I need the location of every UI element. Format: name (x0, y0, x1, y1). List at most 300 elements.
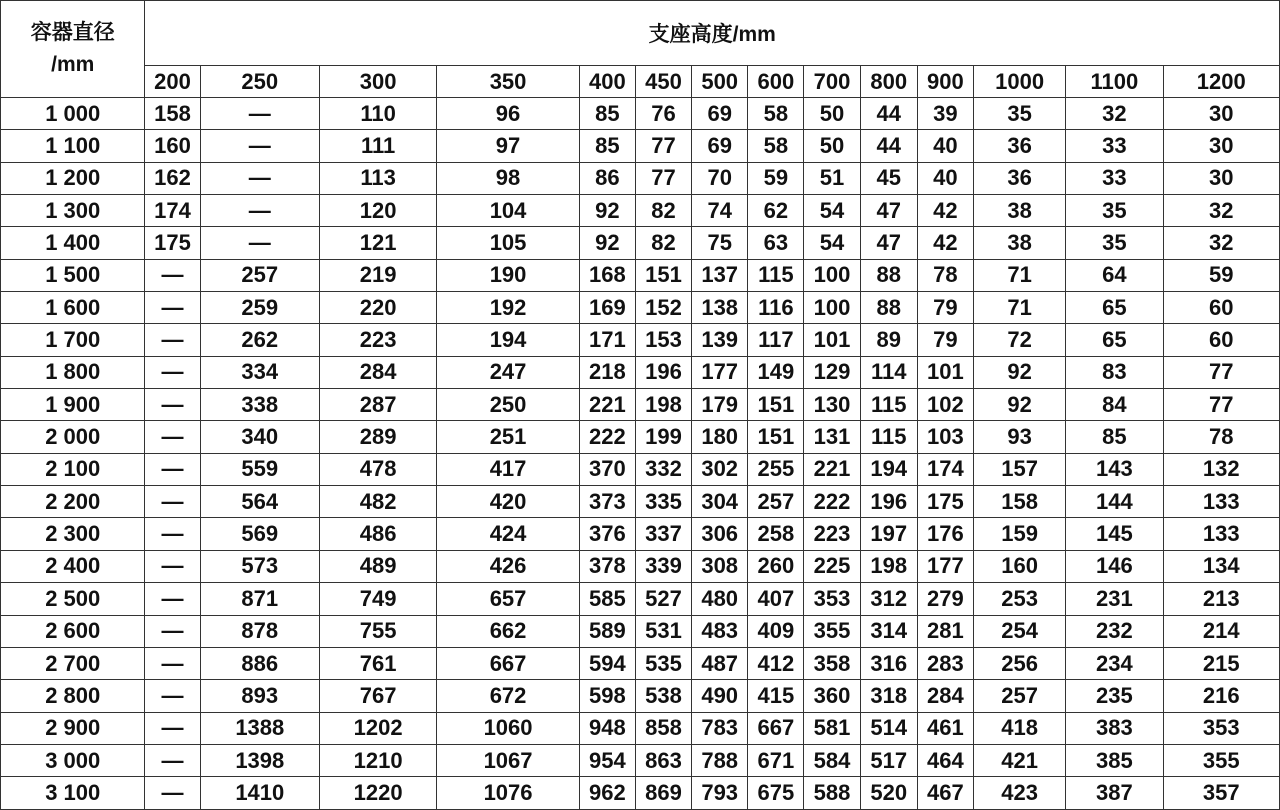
table-row (1, 356, 1280, 388)
table-cell: — (145, 421, 200, 453)
column-header-1200: 1200 (1163, 66, 1279, 98)
table-row (1, 162, 1280, 194)
table-cell: 535 (635, 647, 691, 679)
table-cell: 97 (437, 130, 579, 162)
table-cell: — (145, 292, 200, 324)
table-cell: 32 (1163, 227, 1279, 259)
row-diameter-cell: 1 700 (1, 324, 145, 356)
table-cell: — (200, 195, 319, 227)
column-header-1100: 1100 (1066, 66, 1163, 98)
table-cell: 962 (579, 777, 635, 809)
table-cell: — (145, 680, 200, 712)
table-cell: 1220 (319, 777, 436, 809)
table-cell: 223 (319, 324, 436, 356)
table-cell: 117 (748, 324, 804, 356)
table-cell: 120 (319, 195, 436, 227)
table-cell: 234 (1066, 647, 1163, 679)
table-cell: 199 (635, 421, 691, 453)
table-cell: 573 (200, 550, 319, 582)
table-cell: 64 (1066, 259, 1163, 291)
table-cell: 137 (692, 259, 748, 291)
row-diameter-cell: 2 300 (1, 518, 145, 550)
table-cell: 77 (635, 130, 691, 162)
table-cell: 259 (200, 292, 319, 324)
table-cell: 675 (748, 777, 804, 809)
table-cell: 192 (437, 292, 579, 324)
table-cell: 133 (1163, 486, 1279, 518)
table-cell: 47 (860, 195, 917, 227)
table-row (1, 195, 1280, 227)
table-cell: 262 (200, 324, 319, 356)
table-cell: 657 (437, 583, 579, 615)
table-cell: 383 (1066, 712, 1163, 744)
table-cell: 221 (804, 453, 860, 485)
table-cell: 30 (1163, 98, 1279, 130)
table-row (1, 259, 1280, 291)
table-cell: 373 (579, 486, 635, 518)
table-cell: 222 (579, 421, 635, 453)
table-cell: 407 (748, 583, 804, 615)
table-cell: 871 (200, 583, 319, 615)
table-cell: 302 (692, 453, 748, 485)
table-cell: 279 (917, 583, 973, 615)
table-cell: 196 (635, 356, 691, 388)
table-cell: 39 (917, 98, 973, 130)
table-cell: 38 (973, 195, 1065, 227)
table-cell: — (145, 324, 200, 356)
table-cell: 420 (437, 486, 579, 518)
table-cell: 59 (1163, 259, 1279, 291)
table-cell: 287 (319, 389, 436, 421)
column-header-600: 600 (748, 66, 804, 98)
table-cell: 77 (635, 162, 691, 194)
column-header-800: 800 (860, 66, 917, 98)
table-cell: 289 (319, 421, 436, 453)
table-cell: 139 (692, 324, 748, 356)
table-cell: 378 (579, 550, 635, 582)
row-diameter-cell: 1 600 (1, 292, 145, 324)
table-cell: 92 (579, 227, 635, 259)
table-cell: 85 (579, 98, 635, 130)
table-cell: 517 (860, 744, 917, 776)
table-cell: 36 (973, 162, 1065, 194)
table-row (1, 421, 1280, 453)
table-cell: 886 (200, 647, 319, 679)
table-row (1, 680, 1280, 712)
table-cell: 85 (579, 130, 635, 162)
table-row (1, 712, 1280, 744)
table-cell: 175 (917, 486, 973, 518)
table-cell: 102 (917, 389, 973, 421)
table-cell: — (145, 583, 200, 615)
table-cell: 340 (200, 421, 319, 453)
table-cell: 146 (1066, 550, 1163, 582)
table-cell: — (200, 130, 319, 162)
table-cell: 223 (804, 518, 860, 550)
table-cell: 179 (692, 389, 748, 421)
table-cell: 257 (748, 486, 804, 518)
table-cell: 304 (692, 486, 748, 518)
table-cell: 100 (804, 259, 860, 291)
table-cell: 316 (860, 647, 917, 679)
table-cell: 338 (200, 389, 319, 421)
table-cell: 42 (917, 227, 973, 259)
table-cell: 74 (692, 195, 748, 227)
table-cell: 215 (1163, 647, 1279, 679)
table-cell: 35 (1066, 227, 1163, 259)
table-cell: 35 (1066, 195, 1163, 227)
table-cell: 412 (748, 647, 804, 679)
table-cell: 33 (1066, 130, 1163, 162)
table-cell: 79 (917, 292, 973, 324)
table-cell: 115 (860, 421, 917, 453)
table-cell: 672 (437, 680, 579, 712)
table-cell: 358 (804, 647, 860, 679)
table-cell: 360 (804, 680, 860, 712)
column-header-200: 200 (145, 66, 200, 98)
row-diameter-cell: 2 700 (1, 647, 145, 679)
vessel-diameter-unit: /mm (51, 53, 95, 76)
table-cell: 598 (579, 680, 635, 712)
vessel-diameter-label: 容器直径 (30, 21, 115, 44)
table-row (1, 777, 1280, 809)
table-cell: 44 (860, 130, 917, 162)
table-cell: 77 (1163, 356, 1279, 388)
table-cell: 255 (748, 453, 804, 485)
table-cell: 89 (860, 324, 917, 356)
table-cell: 101 (917, 356, 973, 388)
table-cell: 174 (917, 453, 973, 485)
table-row (1, 227, 1280, 259)
table-cell: 948 (579, 712, 635, 744)
table-cell: 32 (1163, 195, 1279, 227)
row-diameter-cell: 1 500 (1, 259, 145, 291)
table-cell: 152 (635, 292, 691, 324)
table-cell: 63 (748, 227, 804, 259)
vessel-diameter-header (1, 1, 145, 98)
table-row (1, 518, 1280, 550)
row-diameter-cell: 3 000 (1, 744, 145, 776)
table-cell: 198 (860, 550, 917, 582)
table-cell: 584 (804, 744, 860, 776)
table-cell: 869 (635, 777, 691, 809)
table-cell: 222 (804, 486, 860, 518)
table-row (1, 98, 1280, 130)
table-cell: 93 (973, 421, 1065, 453)
table-cell: 70 (692, 162, 748, 194)
table-cell: 353 (1163, 712, 1279, 744)
table-cell: 284 (319, 356, 436, 388)
column-header-350: 350 (437, 66, 579, 98)
table-row (1, 550, 1280, 582)
table-cell: 151 (635, 259, 691, 291)
table-cell: 115 (748, 259, 804, 291)
table-cell: 158 (973, 486, 1065, 518)
column-header-row (1, 66, 1280, 98)
table-cell: 788 (692, 744, 748, 776)
table-cell: — (145, 356, 200, 388)
table-cell: 355 (804, 615, 860, 647)
table-cell: 85 (1066, 421, 1163, 453)
table-cell: 143 (1066, 453, 1163, 485)
row-diameter-cell: 2 000 (1, 421, 145, 453)
table-cell: 83 (1066, 356, 1163, 388)
table-cell: 88 (860, 259, 917, 291)
table-cell: 467 (917, 777, 973, 809)
table-cell: 370 (579, 453, 635, 485)
table-cell: 103 (917, 421, 973, 453)
table-cell: — (145, 777, 200, 809)
table-cell: 314 (860, 615, 917, 647)
table-cell: — (145, 453, 200, 485)
table-cell: 480 (692, 583, 748, 615)
table-cell: 225 (804, 550, 860, 582)
table-cell: — (200, 227, 319, 259)
table-cell: 114 (860, 356, 917, 388)
table-cell: 158 (145, 98, 200, 130)
column-header-250: 250 (200, 66, 319, 98)
table-cell: 180 (692, 421, 748, 453)
table-cell: 858 (635, 712, 691, 744)
row-diameter-cell: 1 400 (1, 227, 145, 259)
table-cell: 863 (635, 744, 691, 776)
table-cell: 486 (319, 518, 436, 550)
table-cell: 45 (860, 162, 917, 194)
table-cell: 527 (635, 583, 691, 615)
table-cell: 110 (319, 98, 436, 130)
table-cell: — (145, 259, 200, 291)
table-row (1, 292, 1280, 324)
column-header-900: 900 (917, 66, 973, 98)
table-cell: — (145, 647, 200, 679)
table-cell: 662 (437, 615, 579, 647)
row-diameter-cell: 3 100 (1, 777, 145, 809)
table-cell: 1067 (437, 744, 579, 776)
row-diameter-cell: 2 900 (1, 712, 145, 744)
table-cell: 312 (860, 583, 917, 615)
table-cell: 116 (748, 292, 804, 324)
table-cell: 177 (692, 356, 748, 388)
table-row (1, 486, 1280, 518)
support-height-group-header: 支座高度/mm (145, 1, 1280, 66)
table-cell: 755 (319, 615, 436, 647)
row-diameter-cell: 2 100 (1, 453, 145, 485)
table-cell: 220 (319, 292, 436, 324)
table-cell: 221 (579, 389, 635, 421)
table-cell: 232 (1066, 615, 1163, 647)
table-cell: 514 (860, 712, 917, 744)
table-cell: 767 (319, 680, 436, 712)
table-cell: 65 (1066, 292, 1163, 324)
table-cell: 387 (1066, 777, 1163, 809)
table-cell: 54 (804, 195, 860, 227)
table-cell: 258 (748, 518, 804, 550)
table-cell: 160 (973, 550, 1065, 582)
table-cell: — (200, 98, 319, 130)
table-cell: 256 (973, 647, 1065, 679)
table-cell: 353 (804, 583, 860, 615)
table-cell: 44 (860, 98, 917, 130)
table-cell: 667 (437, 647, 579, 679)
table-cell: 308 (692, 550, 748, 582)
table-cell: 72 (973, 324, 1065, 356)
table-cell: 69 (692, 130, 748, 162)
table-cell: 82 (635, 195, 691, 227)
table-cell: 594 (579, 647, 635, 679)
table-cell: 130 (804, 389, 860, 421)
table-cell: 1410 (200, 777, 319, 809)
table-cell: 65 (1066, 324, 1163, 356)
table-cell: 257 (200, 259, 319, 291)
table-cell: 489 (319, 550, 436, 582)
table-cell: 60 (1163, 292, 1279, 324)
table-cell: 254 (973, 615, 1065, 647)
table-cell: 50 (804, 98, 860, 130)
table-cell: 47 (860, 227, 917, 259)
table-cell: 78 (917, 259, 973, 291)
table-cell: 415 (748, 680, 804, 712)
table-cell: 144 (1066, 486, 1163, 518)
table-cell: 75 (692, 227, 748, 259)
table-cell: 132 (1163, 453, 1279, 485)
table-cell: 35 (973, 98, 1065, 130)
table-cell: 71 (973, 292, 1065, 324)
table-cell: 40 (917, 162, 973, 194)
table-cell: 159 (973, 518, 1065, 550)
table-cell: — (145, 389, 200, 421)
table-cell: 218 (579, 356, 635, 388)
table-row (1, 583, 1280, 615)
table-cell: 101 (804, 324, 860, 356)
table-cell: 54 (804, 227, 860, 259)
table-cell: 954 (579, 744, 635, 776)
table-cell: 219 (319, 259, 436, 291)
table-cell: 589 (579, 615, 635, 647)
row-diameter-cell: 2 200 (1, 486, 145, 518)
table-cell: 92 (973, 389, 1065, 421)
table-cell: 531 (635, 615, 691, 647)
table-cell: 283 (917, 647, 973, 679)
table-cell: 40 (917, 130, 973, 162)
table-header (1, 1, 1280, 98)
table-cell: 306 (692, 518, 748, 550)
table-cell: 461 (917, 712, 973, 744)
column-header-500: 500 (692, 66, 748, 98)
table-cell: 177 (917, 550, 973, 582)
table-row (1, 324, 1280, 356)
table-cell: 1076 (437, 777, 579, 809)
table-cell: 216 (1163, 680, 1279, 712)
table-cell: 783 (692, 712, 748, 744)
table-cell: 198 (635, 389, 691, 421)
table-cell: 482 (319, 486, 436, 518)
table-cell: — (145, 744, 200, 776)
column-header-450: 450 (635, 66, 691, 98)
table-cell: 88 (860, 292, 917, 324)
table-cell: 284 (917, 680, 973, 712)
column-header-700: 700 (804, 66, 860, 98)
table-cell: 385 (1066, 744, 1163, 776)
row-diameter-cell: 1 000 (1, 98, 145, 130)
table-cell: 82 (635, 227, 691, 259)
table-row (1, 389, 1280, 421)
table-cell: 58 (748, 130, 804, 162)
table-cell: 588 (804, 777, 860, 809)
table-cell: 559 (200, 453, 319, 485)
table-cell: 176 (917, 518, 973, 550)
table-cell: 1202 (319, 712, 436, 744)
column-header-300: 300 (319, 66, 436, 98)
column-header-1000: 1000 (973, 66, 1065, 98)
table-cell: 174 (145, 195, 200, 227)
table-cell: 235 (1066, 680, 1163, 712)
table-cell: 151 (748, 421, 804, 453)
table-cell: 483 (692, 615, 748, 647)
table-cell: 213 (1163, 583, 1279, 615)
table-cell: 78 (1163, 421, 1279, 453)
table-cell: 417 (437, 453, 579, 485)
table-cell: 190 (437, 259, 579, 291)
table-cell: 671 (748, 744, 804, 776)
table-cell: 194 (437, 324, 579, 356)
table-cell: 231 (1066, 583, 1163, 615)
table-row (1, 130, 1280, 162)
table-cell: 538 (635, 680, 691, 712)
table-cell: 585 (579, 583, 635, 615)
table-cell: 339 (635, 550, 691, 582)
table-cell: — (145, 486, 200, 518)
row-diameter-cell: 1 300 (1, 195, 145, 227)
row-diameter-cell: 2 500 (1, 583, 145, 615)
table-cell: 421 (973, 744, 1065, 776)
table-cell: 749 (319, 583, 436, 615)
table-cell: 149 (748, 356, 804, 388)
table-cell: 157 (973, 453, 1065, 485)
table-cell: 76 (635, 98, 691, 130)
row-diameter-cell: 1 900 (1, 389, 145, 421)
table-cell: 113 (319, 162, 436, 194)
table-row (1, 453, 1280, 485)
row-diameter-cell: 2 400 (1, 550, 145, 582)
row-diameter-cell: 2 600 (1, 615, 145, 647)
table-cell: 79 (917, 324, 973, 356)
table-row (1, 744, 1280, 776)
table-cell: 42 (917, 195, 973, 227)
table-cell: 84 (1066, 389, 1163, 421)
table-cell: 490 (692, 680, 748, 712)
table-cell: 98 (437, 162, 579, 194)
table-cell: 138 (692, 292, 748, 324)
table-cell: 569 (200, 518, 319, 550)
table-cell: 581 (804, 712, 860, 744)
table-cell: 487 (692, 647, 748, 679)
table-cell: 86 (579, 162, 635, 194)
table-cell: 1388 (200, 712, 319, 744)
table-cell: — (145, 712, 200, 744)
table-cell: 893 (200, 680, 319, 712)
table-cell: 62 (748, 195, 804, 227)
table-cell: 92 (579, 195, 635, 227)
table-cell: 761 (319, 647, 436, 679)
table-cell: 168 (579, 259, 635, 291)
table-cell: 318 (860, 680, 917, 712)
table-cell: 194 (860, 453, 917, 485)
table-cell: — (145, 518, 200, 550)
table-cell: 104 (437, 195, 579, 227)
table-cell: 58 (748, 98, 804, 130)
table-cell: 145 (1066, 518, 1163, 550)
table-cell: 247 (437, 356, 579, 388)
